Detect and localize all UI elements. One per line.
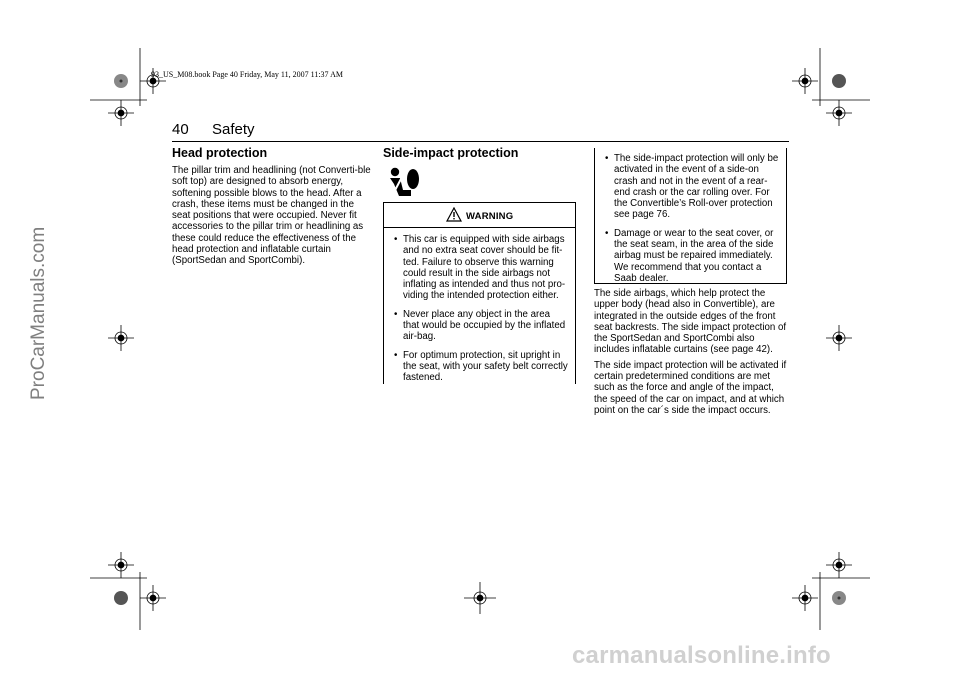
print-header: 93_US_M08.book Page 40 Friday, May 11, 2007 11:37 AM [151, 70, 343, 79]
bullet: • [394, 234, 398, 245]
bullet: • [605, 153, 609, 164]
seatbelt-airbag-icon [386, 166, 420, 200]
note-list [601, 153, 779, 291]
header-rule [172, 141, 789, 142]
bullet: • [605, 227, 609, 239]
paragraph: The side impact protection will be activated if certain predetermined conditions are met such as the force and angle of the impact, the speed of the car on impact, and at which point on the car´s side the impact occurs. [594, 359, 787, 416]
list-item: • The side-impact protection will only be activated in the event of a side-on crash and not in the event of a rear-end crash or the car rolling over. For the Convertible’s Roll-over protection see page 76. [605, 153, 779, 221]
paragraph: The side airbags, which help protect the upper body (head also in Convertible), are integrated in the outside edges of the front seat backrests. The side impact protection of the SportSedan and SportCombi also includes inflatable curtains (see page 42). [594, 288, 787, 356]
list-item: • For optimum protection, sit upright in the seat, with your safety belt correctly fastened. [394, 349, 568, 384]
list-item: • Never place any object in the area that would be occupied by the inflated air-bag. [394, 308, 566, 343]
warning-label: WARNING [466, 211, 514, 222]
bullet: • [394, 308, 398, 320]
side-impact-paragraphs [594, 288, 790, 420]
head-protection-text: The pillar trim and headlining (not Converti-ble soft top) are designed to absorb energy, softening possible blows to the head. After a crash, these items must be changed in the seat positions that were occupied. Never fit accessories to the pillar trim or headlining as these could reduce the effectiveness of the head protection and inflatable curtain (SportSedan and SportCombi). [172, 165, 371, 267]
warning-triangle-icon [446, 207, 462, 222]
bullet: • [394, 349, 398, 361]
watermark-left: ProCarManuals.com [28, 226, 49, 400]
list-item: • This car is equipped with side airbags and no extra seat cover should be fit-ted. Failure to observe this warning could result in the side airbags not inflating as intended and thus not pro-viding the intended protection either. [394, 234, 566, 302]
list-item: • Damage or wear to the seat cover, or the seat seam, in the area of the side airbag must be repaired immediately. We recommend that you contact a Saab dealer. [605, 227, 774, 284]
note-box [594, 148, 787, 284]
page-number: 40 [172, 121, 189, 138]
warning-header [384, 202, 575, 228]
warning-box [383, 202, 576, 384]
watermark-bottom: carmanualsonline.info [572, 642, 831, 669]
warning-list [390, 234, 568, 391]
side-impact-title: Side-impact protection [383, 146, 519, 160]
section-name: Safety [212, 121, 255, 138]
head-protection-title: Head protection [172, 146, 268, 160]
